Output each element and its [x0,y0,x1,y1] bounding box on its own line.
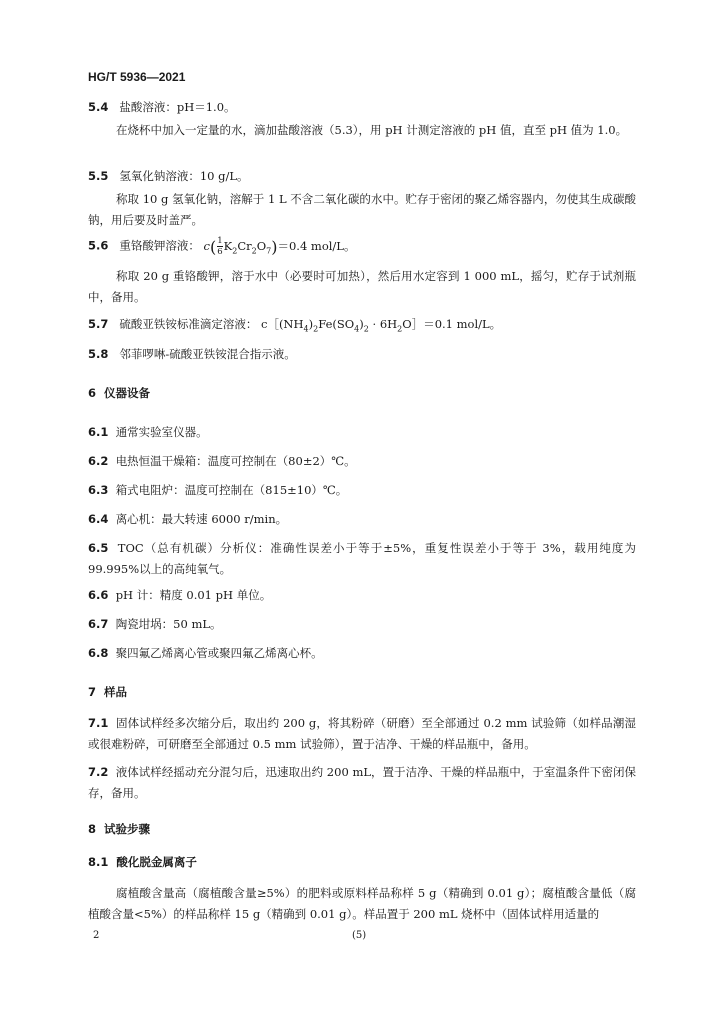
clause-5-5 [88,168,249,184]
item-6-5: 6.5 TOC（总有机碳）分析仪：准确性误差小于等于±5%，重复性误差小于等于 3%，载用纯度为 99.995%以上的高纯氧气。 [88,541,636,576]
clause-number: 5.8 [88,347,109,361]
item-6-1: 6.1 通常实验室仪器。 [88,425,208,439]
paragraph-8-1: 腐植酸含量高（腐植酸含量≥5%）的肥料或原料样品称样 5 g（精确到 0.01 g）；腐植酸含量低（腐植酸含量<5%）的样品称样 15 g（精确到 0.01 g）。样品置于 200 mL 烧杯中（固体试样用适量的 [88,886,636,921]
clause-title: 盐酸溶液：pH＝1.0。 [119,100,236,114]
clause-title: 邻菲啰啉-硫酸亚铁铵混合指示液。 [119,347,296,361]
footer-center-mark: (5) [352,930,367,941]
item-7-2: 7.2 液体试样经摇动充分混匀后，迅速取出约 200 mL，置于洁净、干燥的样品瓶中，于室温条件下密闭保存，备用。 [88,765,636,800]
clause-number: 5.6 [88,238,109,253]
paragraph-5-6: 称取 20 g 重铬酸钾，溶于水中（必要时可加热），然后用水定容到 1 000 mL，摇匀，贮存于试剂瓶中，备用。 [88,269,636,304]
clause-5-4 [88,99,236,115]
formula-5-6: $c(\frac{1}{6}$ $K_2Cr_2O_7)=0.4$ mol/L。 [203,236,356,257]
standard-header: HG/T 5936—2021 [88,70,186,84]
item-6-8: 6.8 聚四氟乙烯离心管或聚四氟乙烯离心杯。 [88,646,323,660]
page-number: 2 [93,930,100,941]
item-6-3: 6.3 箱式电阻炉：温度可控制在（815±10）℃。 [88,483,348,497]
item-6-7: 6.7 陶瓷坩埚：50 mL。 [88,617,222,631]
clause-5-6 [88,236,355,257]
paragraph-5-4: 在烧杯中加入一定量的水，滴加盐酸溶液（5.3），用 pH 计测定溶液的 pH 值，直至 pH 值为 1.0。 [116,123,628,137]
clause-number: 5.7 [88,317,109,331]
section-6-heading: 6 仪器设备 [88,386,151,400]
item-7-1: 7.1 固体试样经多次缩分后，取出约 200 g，将其粉碎（研磨）至全部通过 0.2 mm 试验筛（如样品潮湿或很难粉碎，可研磨至全部通过 0.5 mm 试验筛），置于洁净、干燥的样品瓶中，备用。 [88,716,636,751]
clause-number: 5.5 [88,169,109,183]
section-7-heading: 7 样品 [88,685,128,699]
subsection-8-1-heading: 8.1 酸化脱金属离子 [88,855,197,869]
section-8-heading: 8 试验步骤 [88,822,151,836]
item-6-2: 6.2 电热恒温干燥箱：温度可控制在（80±2）℃。 [88,454,356,468]
item-6-4: 6.4 离心机：最大转速 6000 r/min。 [88,512,288,526]
paragraph-5-5: 称取 10 g 氢氧化钠，溶解于 1 L 不含二氧化碳的水中。贮存于密闭的聚乙烯容器内，勿使其生成碳酸钠，用后要及时盖严。 [88,192,636,227]
clause-title: 氢氧化钠溶液：10 g/L。 [119,169,249,183]
clause-number: 5.4 [88,100,109,114]
clause-5-7 [88,316,501,333]
clause-5-8 [88,346,296,362]
clause-title: 硫酸亚铁铵标准滴定溶液： [119,317,258,331]
formula-5-7: $c[(NH_4)_2Fe(SO_4)_2$ · $6H_2O]=0.1$ mol/L。 [261,317,502,334]
item-6-6: 6.6 pH 计：精度 0.01 pH 单位。 [88,588,272,602]
clause-title: 重铬酸钾溶液： [119,238,200,253]
